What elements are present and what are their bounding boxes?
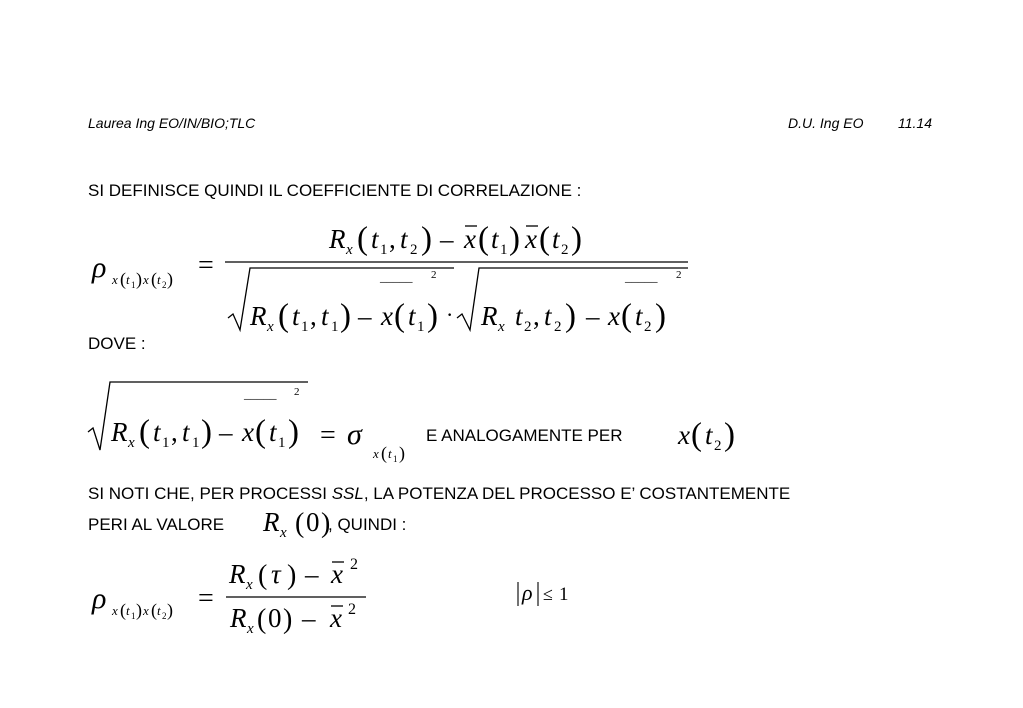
svg-text:): ) [571,221,582,257]
svg-text:x: x [247,621,254,637]
svg-text:x: x [525,224,537,254]
svg-text:): ) [136,600,142,620]
svg-text:=: = [320,420,336,451]
svg-text:≤: ≤ [543,584,553,604]
svg-text:R: R [263,507,280,537]
svg-text:2: 2 [348,601,356,618]
svg-text:t: t [182,417,190,447]
svg-text:R: R [230,603,247,633]
note-line-2-start: PERI AL VALORE [88,515,225,534]
svg-text:R: R [111,417,128,447]
svg-text:t: t [157,603,161,618]
rho-sub-x1: x [112,272,118,287]
definition-intro: SI DEFINISCE QUINDI IL COEFFICIENTE DI CORRELAZIONE : [88,181,582,200]
svg-text:t: t [544,301,552,331]
svg-text:x: x [346,242,353,258]
svg-text:–: – [305,559,319,589]
svg-text:1: 1 [559,584,569,605]
svg-text:t: t [515,301,523,331]
svg-text:(: ( [381,443,387,463]
svg-text:(: ( [257,604,267,635]
svg-text:(: ( [295,508,305,539]
svg-text:2: 2 [644,319,652,335]
svg-text:2: 2 [524,319,532,335]
svg-text:t: t [157,272,161,287]
svg-text:): ) [136,269,142,289]
svg-text:,: , [310,301,317,331]
std-deviation-equation [84,378,414,468]
svg-text:(: ( [139,414,150,450]
svg-text:): ) [283,604,293,635]
svg-text:t: t [491,224,499,254]
ssl-correlation-equation [80,552,380,642]
svg-text:x: x [112,603,118,618]
svg-text:2: 2 [162,280,167,290]
rho-symbol: ρ [92,251,107,284]
svg-text:1: 1 [131,611,136,621]
svg-text:1: 1 [380,242,388,258]
svg-text:x: x [331,559,343,589]
svg-text:): ) [724,417,735,453]
svg-text:): ) [167,600,173,620]
svg-text:_____: _____ [380,269,413,284]
svg-text:=: = [198,583,214,614]
svg-text:(: ( [357,221,368,257]
svg-text:_____: _____ [244,386,277,401]
svg-text:): ) [399,443,405,463]
svg-text:t: t [269,417,277,447]
svg-text:R: R [250,301,267,331]
note-line-1: SI NOTI CHE, PER PROCESSI SSL, LA POTENZA DEL PROCESSO E’ COSTANTEMENTE [88,484,791,503]
svg-text:x: x [246,577,253,593]
course-header: Laurea Ing EO/IN/BIO;TLC [88,115,256,131]
svg-text:(: ( [151,269,157,289]
svg-text:t: t [321,301,329,331]
svg-text:0: 0 [306,507,320,537]
svg-text:x: x [608,301,620,331]
svg-text:): ) [565,298,576,334]
svg-text:1: 1 [301,319,309,335]
svg-text:1: 1 [417,319,425,335]
sigma-symbol: σ [347,418,362,451]
svg-text:,: , [389,224,396,254]
svg-text:ρ: ρ [92,582,107,615]
note-line-2-end: , QUINDI : [328,515,407,534]
svg-text:1: 1 [278,435,286,451]
svg-text:R: R [329,224,346,254]
svg-text:2: 2 [410,242,418,258]
svg-text:t: t [153,417,161,447]
svg-text:t: t [126,272,130,287]
svg-text:): ) [287,560,297,591]
svg-text:(: ( [120,600,126,620]
svg-text:x: x [242,417,254,447]
svg-text:–: – [358,301,372,331]
svg-text:x: x [280,525,287,541]
svg-text:t: t [552,224,560,254]
svg-text:t: t [388,446,392,461]
svg-text:t: t [400,224,408,254]
svg-text:2: 2 [162,611,167,621]
svg-text:(: ( [539,221,550,257]
svg-text:,: , [171,417,178,447]
svg-text:ρ: ρ [522,580,533,605]
svg-text:2: 2 [294,386,300,398]
svg-text:(: ( [120,269,126,289]
equals-sign: = [198,250,214,281]
rho-bound-inequality [512,578,582,612]
svg-text:0: 0 [268,603,282,633]
svg-text:(: ( [151,600,157,620]
svg-text:_____: _____ [625,269,658,284]
svg-text:R: R [481,301,498,331]
svg-text:): ) [167,269,173,289]
svg-text:2: 2 [431,269,437,281]
svg-text:(: ( [278,298,289,334]
svg-text:,: , [533,301,540,331]
page-number: 11.14 [898,115,932,131]
svg-text:t: t [635,301,643,331]
svg-text:R: R [229,559,246,589]
svg-text:): ) [340,298,351,334]
svg-text:–: – [440,224,454,254]
svg-text:x: x [330,603,342,633]
svg-text:1: 1 [331,319,339,335]
svg-text:–: – [302,603,316,633]
svg-text:–: – [586,301,600,331]
svg-text:t: t [126,603,130,618]
svg-text:2: 2 [676,269,682,281]
svg-text:1: 1 [162,435,170,451]
svg-text:t: t [705,420,713,450]
svg-text:t: t [292,301,300,331]
ssl-term: SSL [331,484,364,503]
svg-text:1: 1 [393,454,398,464]
svg-text:x: x [373,446,379,461]
document-ref: D.U. Ing EO [788,115,864,131]
svg-text:2: 2 [554,319,562,335]
svg-text:–: – [219,417,233,447]
svg-text:(: ( [255,414,266,450]
svg-text:): ) [427,298,438,334]
multiplication-dot: · [446,302,454,327]
correlation-coefficient-equation [80,212,700,342]
svg-text:): ) [655,298,666,334]
svg-text:x: x [678,420,690,450]
svg-text:): ) [288,414,299,450]
svg-text:x: x [128,435,135,451]
svg-text:t: t [371,224,379,254]
analog-text: E ANALOGAMENTE PER [426,426,623,445]
svg-text:x: x [267,319,274,335]
svg-text:2: 2 [561,242,569,258]
svg-text:(: ( [621,298,632,334]
svg-text:(: ( [258,560,268,591]
svg-text:(: ( [394,298,405,334]
svg-text:x: x [381,301,393,331]
svg-text:): ) [509,221,520,257]
svg-text:1: 1 [131,280,136,290]
svg-text:τ: τ [271,559,281,589]
x-t2-expression [674,412,744,456]
svg-text:2: 2 [714,438,722,454]
svg-text:(: ( [478,221,489,257]
svg-text:): ) [421,221,432,257]
svg-text:): ) [321,508,331,539]
svg-text:x: x [498,319,505,335]
svg-text:): ) [201,414,212,450]
svg-text:2: 2 [350,556,358,573]
svg-text:(: ( [691,417,702,453]
where-label: DOVE : [88,334,146,353]
svg-text:x: x [464,224,476,254]
svg-text:t: t [408,301,416,331]
svg-text:x: x [143,603,149,618]
svg-text:1: 1 [192,435,200,451]
svg-text:1: 1 [500,242,508,258]
svg-text:x: x [143,272,149,287]
